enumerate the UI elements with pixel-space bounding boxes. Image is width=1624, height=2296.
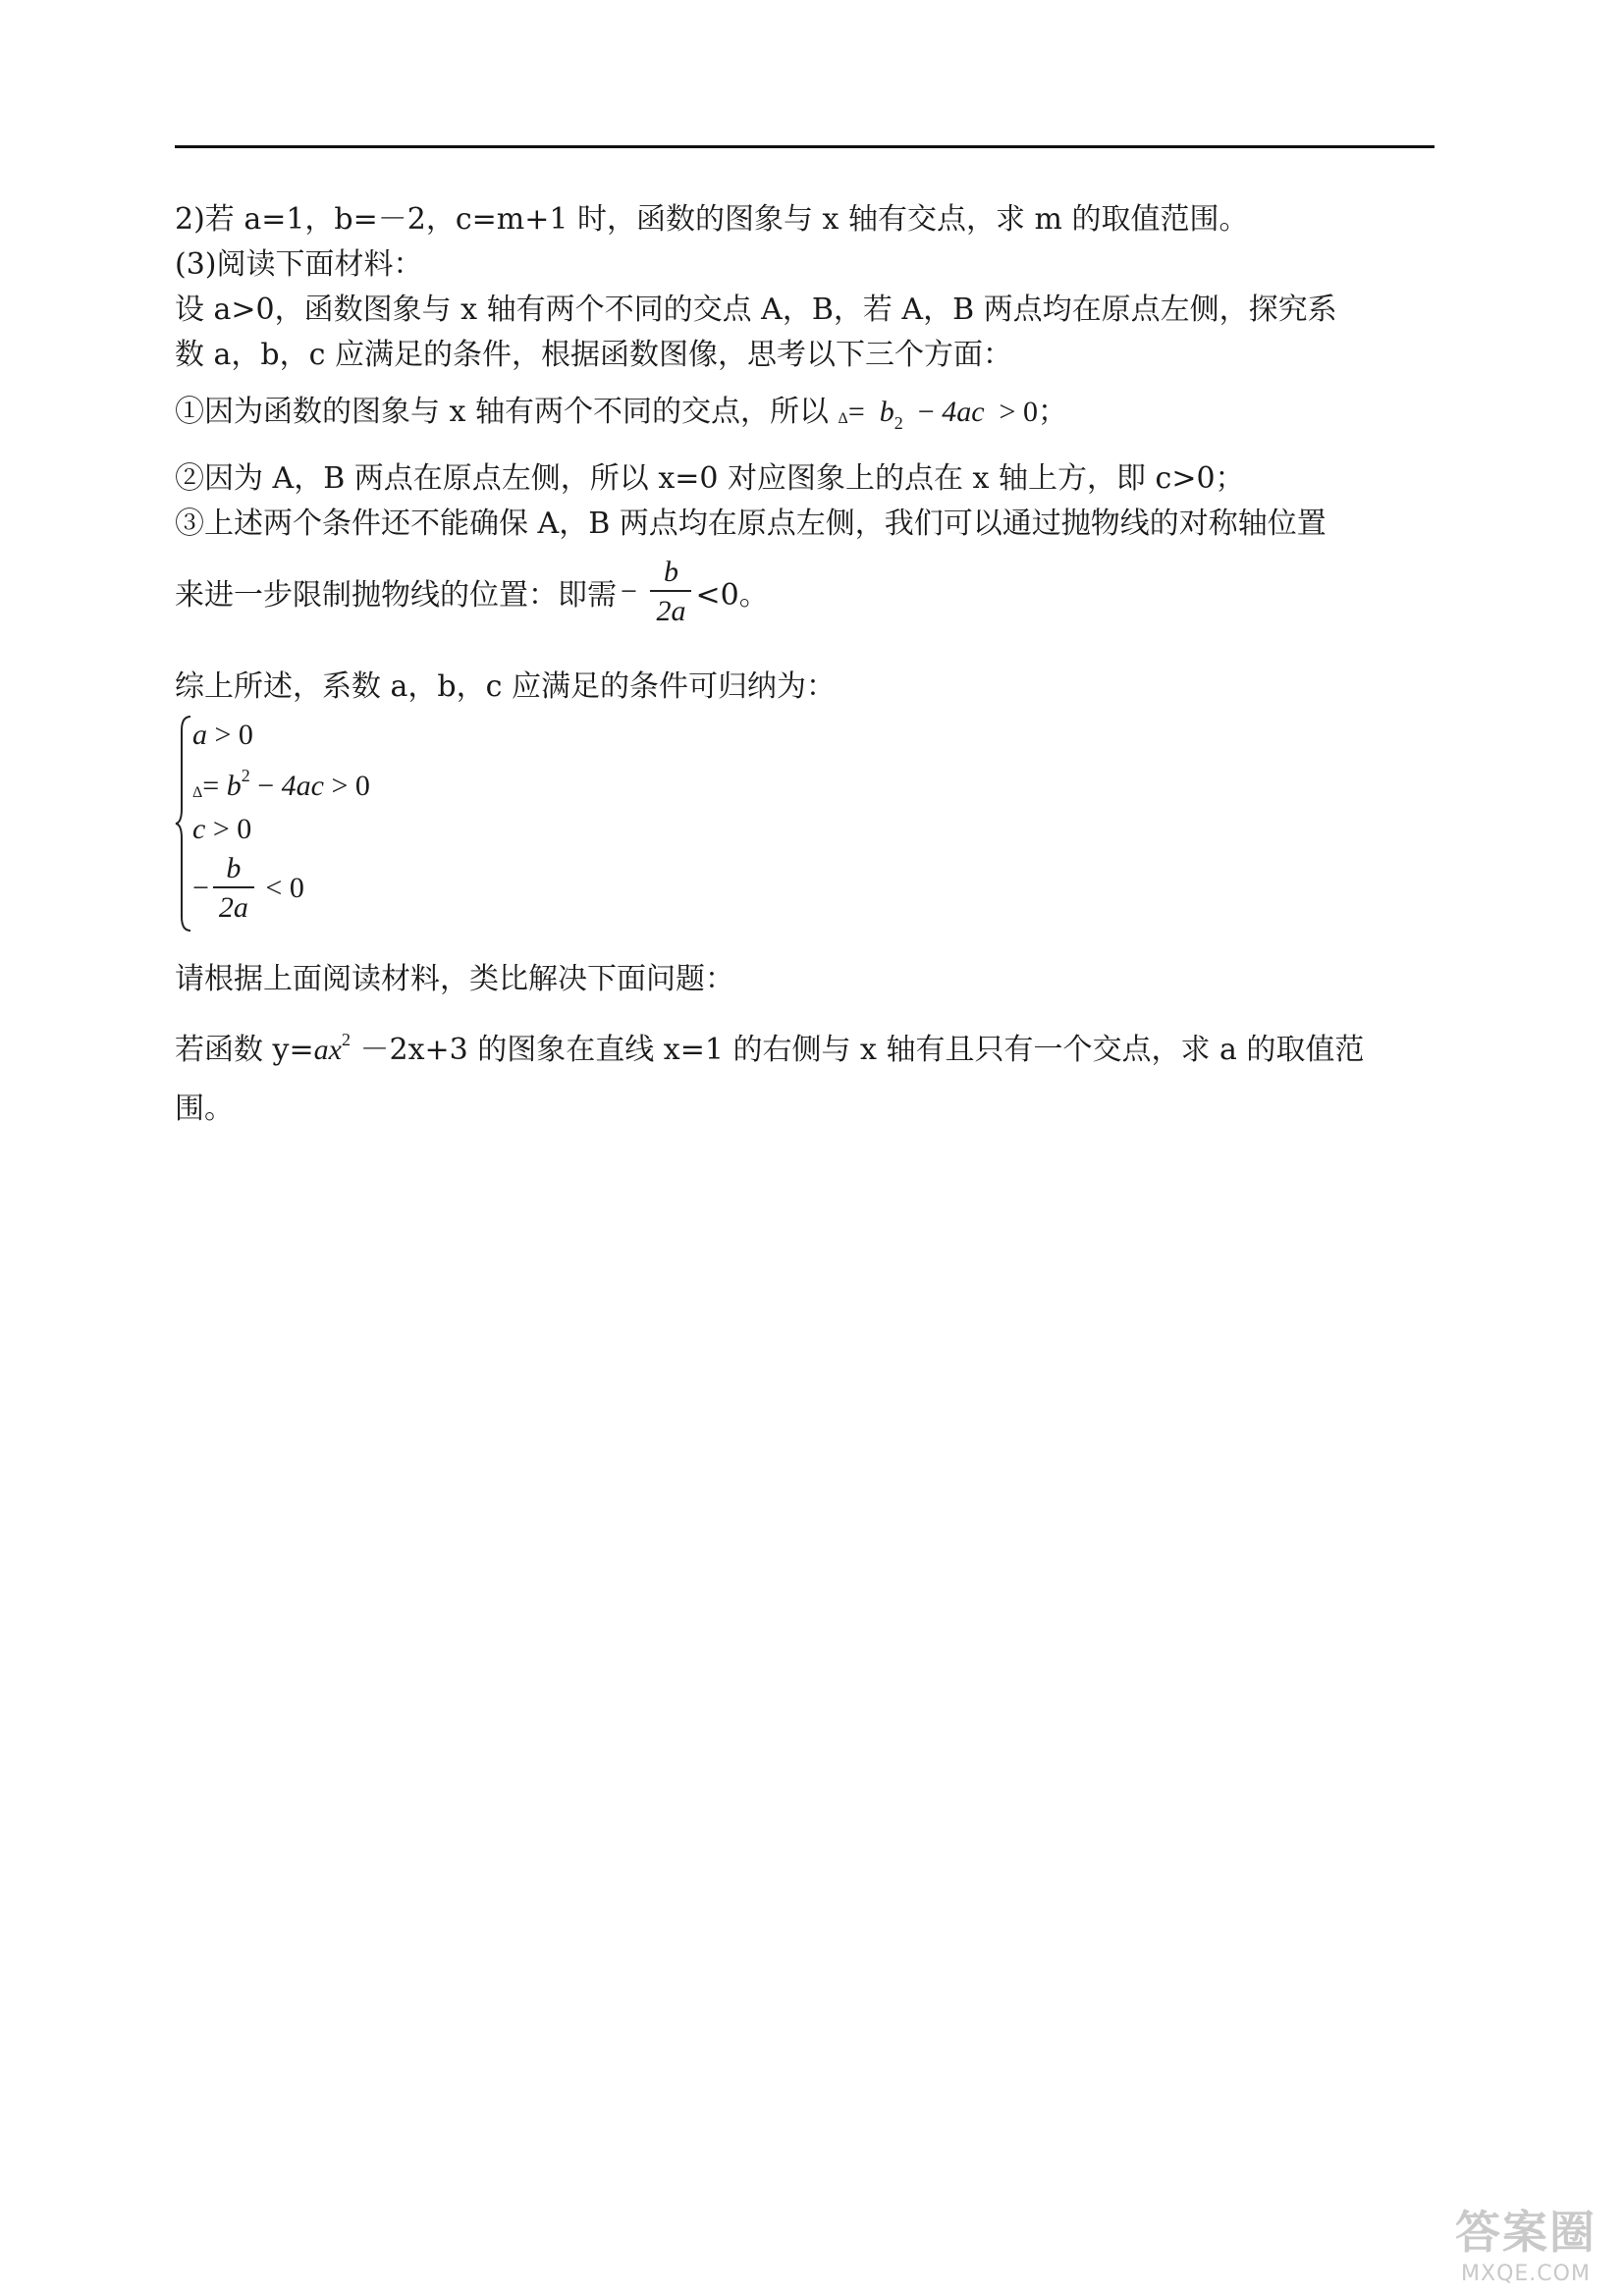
condition-2-text: ②因为 A，B 两点在原点左侧，所以 x=0 对应图象上的点在 x 轴上方，即 c>0； [175, 461, 1245, 496]
subscript-2: 2 [893, 413, 903, 433]
final-problem-cont [175, 1084, 234, 1127]
minus-sign: − [257, 770, 275, 802]
delta-symbol: Δ [192, 784, 203, 801]
condition-1-text: ①因为函数的图象与 x 轴有两个不同的交点，所以 [175, 395, 829, 429]
fraction-numerator: b [226, 852, 242, 884]
condition-1 [175, 387, 1067, 434]
condition-3-cont-text: 来进一步限制抛物线的位置：即需 [175, 578, 617, 613]
greater-than: > [331, 770, 349, 802]
superscript-2: 2 [241, 766, 250, 785]
question-2 [175, 194, 1249, 238]
fraction-numerator: b [663, 556, 678, 588]
condition-2 [175, 454, 1245, 497]
left-brace [175, 715, 192, 933]
header-rule [175, 145, 1435, 148]
var-c: c [192, 813, 206, 845]
problem-text: －2x+3 的图象在直线 x=1 的右侧与 x 轴有且只有一个交点，求 a 的取值范 [359, 1033, 1365, 1067]
var-a: a [192, 719, 207, 751]
question-3-heading [175, 240, 423, 283]
zero: 0 [238, 719, 253, 751]
fraction-denominator: 2a [213, 886, 254, 923]
condition-3-suffix: <0。 [695, 578, 769, 613]
greater-than: > [214, 719, 232, 751]
zero: 0 [237, 813, 252, 845]
greater-than: > [999, 396, 1016, 428]
fraction-denominator: 2a [650, 590, 691, 626]
problem-end: 围。 [175, 1092, 234, 1126]
system-row-delta [192, 766, 370, 803]
equals-sign: = [202, 770, 220, 802]
system-row-c [192, 813, 251, 846]
term-4ac: 4ac [281, 770, 324, 802]
condition-3-cont [175, 558, 769, 626]
system-row-a [192, 719, 253, 752]
material-line-2: 数 a，b，c 应满足的条件，根据函数图像，思考以下三个方面： [175, 338, 1012, 372]
less-than: < [265, 872, 283, 904]
greater-than: > [212, 813, 230, 845]
condition-3-text: ③上述两个条件还不能确保 A，B 两点均在原点左侧，我们可以通过抛物线的对称轴位置 [175, 507, 1326, 541]
instruction-line [175, 954, 734, 997]
problem-prefix: 若函数 y= [175, 1033, 314, 1067]
var-b: b [879, 396, 894, 428]
superscript-2: 2 [341, 1030, 351, 1049]
watermark-url: MXQE.COM [1461, 2262, 1591, 2286]
minus-sign: − [621, 575, 637, 608]
question-2-text: 2)若 a=1，b=－2，c=m+1 时，函数的图象与 x 轴有交点，求 m 的取值范围。 [175, 202, 1249, 237]
equals-sign: = [847, 396, 865, 428]
zero: 0 [1022, 396, 1038, 428]
axis-fraction [650, 558, 691, 626]
term-4ac: 4ac [942, 396, 985, 428]
final-problem [175, 1025, 1364, 1068]
var-b: b [226, 770, 242, 802]
semicolon: ； [1037, 396, 1067, 428]
zero: 0 [354, 770, 370, 802]
summary-text: 综上所述，系数 a，b，c 应满足的条件可归纳为： [175, 669, 836, 704]
question-3-text: (3)阅读下面材料： [175, 247, 423, 282]
site-watermark [1455, 2197, 1597, 2286]
instruction-text: 请根据上面阅读材料，类比解决下面问题： [175, 962, 734, 996]
term-ax: ax [313, 1034, 342, 1066]
delta-symbol: Δ [838, 410, 848, 427]
material-paragraph-cont [175, 330, 1012, 373]
minus-sign: − [917, 396, 935, 428]
watermark-logo: 答案圈 [1455, 2206, 1597, 2259]
material-line-1: 设 a>0，函数图象与 x 轴有两个不同的交点 A，B，若 A，B 两点均在原点左侧，探究系 [175, 293, 1337, 327]
minus-sign: − [192, 872, 209, 904]
summary-line [175, 662, 836, 705]
system-row-axis [192, 854, 304, 923]
condition-system [175, 715, 764, 933]
material-paragraph [175, 285, 1337, 328]
zero: 0 [289, 872, 304, 904]
discriminant-expression [838, 396, 1067, 433]
condition-3 [175, 499, 1326, 542]
axis-fraction [213, 854, 254, 923]
